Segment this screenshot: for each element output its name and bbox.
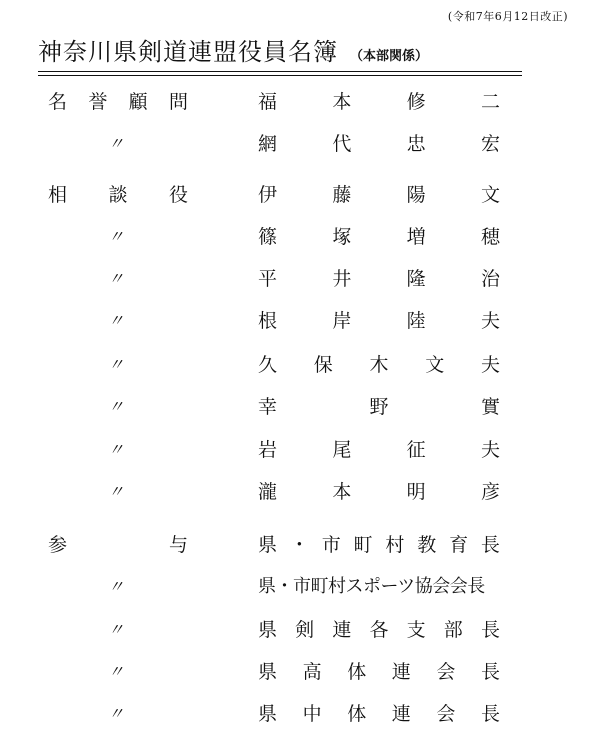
- roster-row: [0, 306, 600, 336]
- roster-row: [0, 180, 600, 210]
- roster-row: [0, 477, 600, 507]
- title-double-rule: [38, 71, 522, 76]
- officer-name: 篠 塚 増 穂: [258, 226, 500, 248]
- role-title: 〃: [108, 577, 125, 596]
- officer-name: 県 高 体 連 会 長: [258, 661, 500, 683]
- roster-row: [0, 222, 600, 252]
- officer-name: 幸 野 實: [258, 396, 500, 418]
- role-title: 名 誉 顧 問: [48, 91, 188, 113]
- officer-name: 瀧 本 明 彦: [258, 481, 500, 503]
- role-title: 〃: [108, 662, 125, 681]
- title-block: [38, 32, 522, 76]
- role-title: 〃: [108, 397, 125, 416]
- roster-row: [0, 657, 600, 687]
- role-title: 参 与: [48, 534, 188, 556]
- role-title: 〃: [108, 620, 125, 639]
- role-title: 〃: [108, 311, 125, 330]
- roster-row: [0, 530, 600, 560]
- role-title: 〃: [108, 134, 125, 153]
- roster-row: [0, 615, 600, 645]
- role-title: 〃: [108, 440, 125, 459]
- officer-name: 伊 藤 陽 文: [258, 184, 500, 206]
- title-row: [38, 32, 522, 67]
- roster-row: [0, 699, 600, 729]
- officer-name: 岩 尾 征 夫: [258, 439, 500, 461]
- officer-name: 県 ・ 市 町 村 教 育 長: [258, 534, 500, 556]
- role-title: 〃: [108, 269, 125, 288]
- role-title: 〃: [108, 482, 125, 501]
- officer-name: 県・市町村スポーツ協会会長: [258, 576, 485, 597]
- roster-row: [0, 129, 600, 159]
- role-title: 〃: [108, 704, 125, 723]
- roster-row: [0, 350, 600, 380]
- page-subtitle: （本部関係）: [350, 49, 429, 64]
- page-title: 神奈川県剣道連盟役員名簿: [38, 38, 338, 66]
- officer-name: 県 中 体 連 会 長: [258, 703, 500, 725]
- officer-name: 県 剣 連 各 支 部 長: [258, 619, 500, 641]
- revision-date: (令和7年6月12日改正): [447, 10, 568, 23]
- roster-row: [0, 572, 600, 602]
- officer-name: 平 井 隆 治: [258, 268, 500, 290]
- role-title: 〃: [108, 355, 125, 374]
- officer-name: 根 岸 陸 夫: [258, 310, 500, 332]
- roster-row: [0, 435, 600, 465]
- roster-row: [0, 264, 600, 294]
- role-title: 〃: [108, 227, 125, 246]
- officer-name: 福 本 修 二: [258, 91, 500, 113]
- roster-row: [0, 392, 600, 422]
- officer-name: 網 代 忠 宏: [258, 133, 500, 155]
- officer-name: 久 保 木 文 夫: [258, 354, 500, 376]
- roster-row: [0, 87, 600, 117]
- role-title: 相 談 役: [48, 184, 188, 206]
